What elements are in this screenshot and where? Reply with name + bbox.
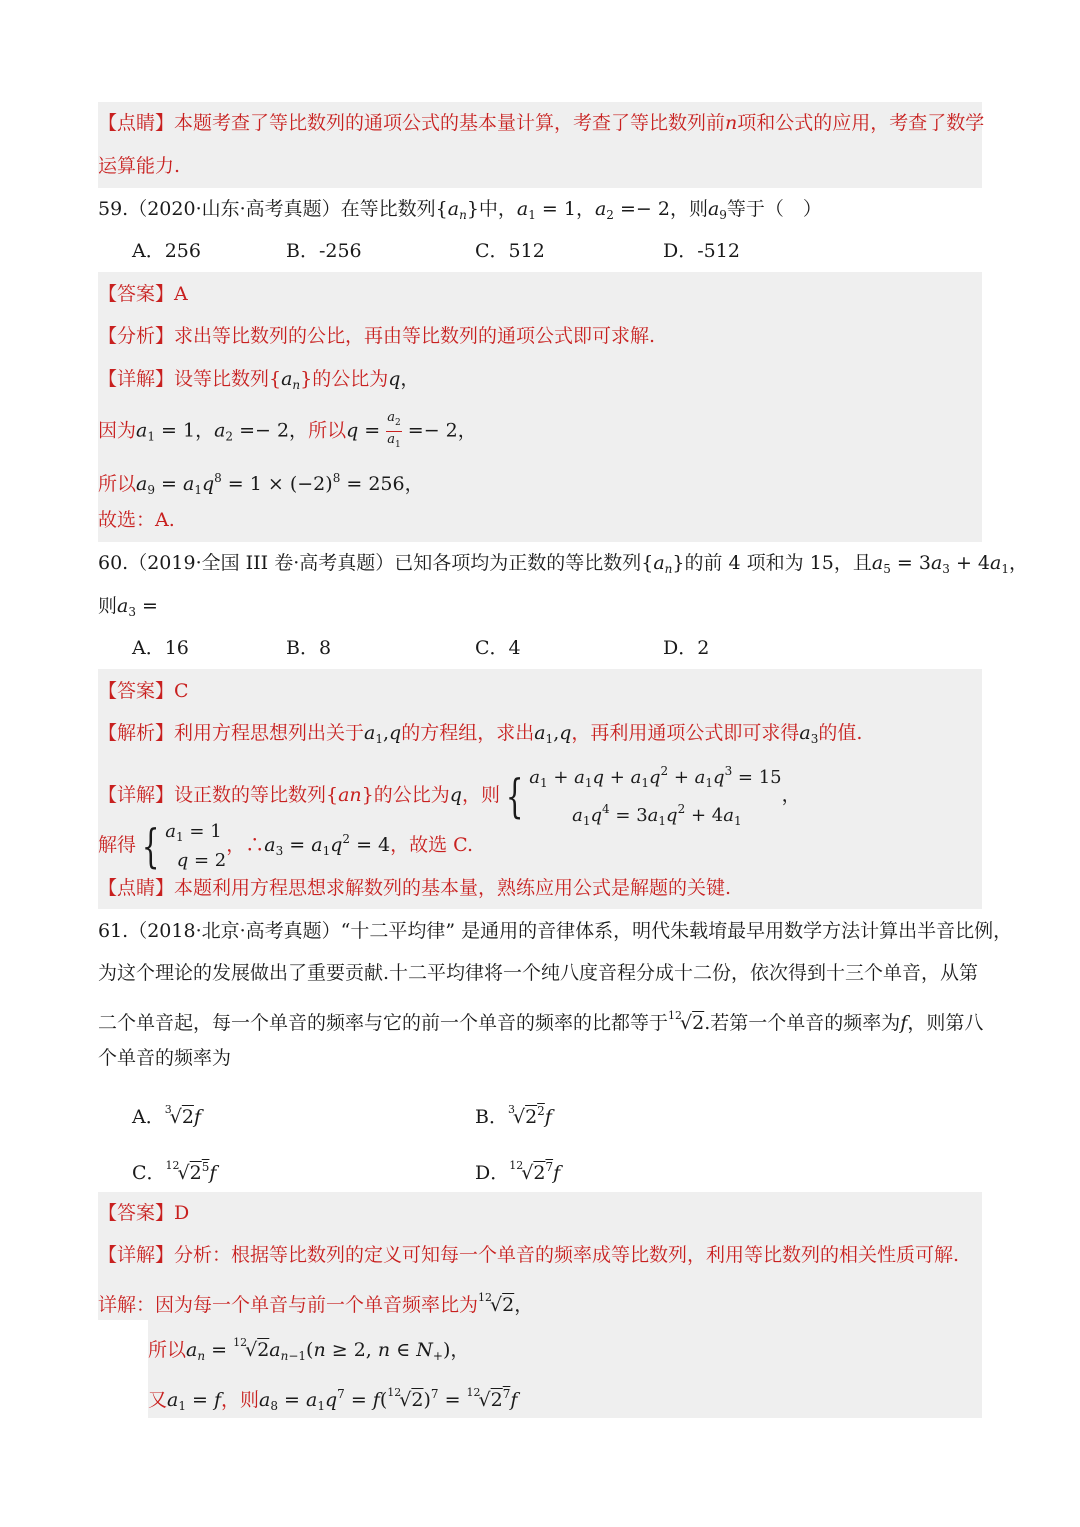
q59-analysis: 【分析】求出等比数列的公比，再由等比数列的通项公式即可求解. xyxy=(98,325,656,347)
q59-step1: 因为$a_1 = 1$，$a_2 =- 2$，所以q = $\frac{a_2}{a_1}$ =− 2， xyxy=(98,410,477,450)
q59-option-b: B．-256 xyxy=(286,240,362,262)
q59-option-a: A．256 xyxy=(132,240,201,262)
q61-option-a: A．$^3$√2f xyxy=(132,1103,201,1128)
question-61-line3: 二个单音起，每一个单音的频率与它的前一个单音的频率的比都等于$^{12}$√2.若第一个单音的频率为f，则第八 xyxy=(98,1009,984,1034)
q59-conclusion: 故选：A. xyxy=(98,509,175,531)
q60-comment: 【点睛】本题利用方程思想求解数列的基本量，熟练应用公式是解题的关键. xyxy=(98,877,732,899)
q59-option-c: C．512 xyxy=(475,240,545,262)
question-60-stem-line2: 则$a_3$ = xyxy=(98,595,158,619)
q60-option-a: A．16 xyxy=(132,637,189,659)
question-59-stem: 59.（2020·山东·高考真题）在等比数列$\{a_n\}$中，$a_1 = 1$，$a_2 =- 2$，则$a_9$等于（ ） xyxy=(98,198,822,222)
question-60-stem-line1: 60.（2019·全国 III 卷·高考真题）已知各项均为正数的等比数列$\{a_n\}$的前 4 项和为 15，且$a_5 = 3a_3 + 4a_1$， xyxy=(98,552,1028,576)
q61-step1: 所以$a_n = ^{12}√2a_{n-1}(n \ge 2$, n ∈ $N_+$)， xyxy=(148,1336,470,1363)
q59-option-d: D．-512 xyxy=(663,240,740,262)
question-61-line4: 个单音的频率为 xyxy=(98,1047,232,1069)
q60-option-c: C．4 xyxy=(475,637,521,659)
q61-option-c: C．$^{12}√2^5f$ xyxy=(132,1159,217,1184)
q60-answer: 【答案】C xyxy=(98,680,189,702)
q61-option-b: B．$^3√2^2f$ xyxy=(475,1103,552,1128)
q60-solution: 【解析】利用方程思想列出关于$a_1,q$的方程组，求出$a_1,q$，再利用通项公式即可求得$a_3$的值. xyxy=(98,722,863,746)
q59-detail: 【详解】设等比数列$\{a_n\}$的公比为q， xyxy=(98,368,420,392)
q59-answer: 【答案】A xyxy=(98,283,188,305)
comment-q58-line1: 【点睛】本题考查了等比数列的通项公式的基本量计算，考查了等比数列前n项和公式的应用，考查了数学 xyxy=(98,112,985,134)
q60-option-d: D．2 xyxy=(663,637,710,659)
comment-q58-line2: 运算能力. xyxy=(98,155,181,177)
q61-answer: 【答案】D xyxy=(98,1202,190,1224)
q61-detail2: 详解：因为每一个单音与前一个单音频率比为$^{12}$√2， xyxy=(98,1291,534,1316)
question-61-line2: 为这个理论的发展做出了重要贡献.十二平均律将一个纯八度音程分成十二份，依次得到十三个单音，从第 xyxy=(98,962,979,984)
q60-detail: 【详解】设正数的等比数列{an}的公比为q，则 { $a_1 + a_1q + a_1q^2 + a_1q^3 = 15$ $a_1q^4 = 3a_1q^2 + 4a_1$ ， xyxy=(98,764,801,828)
q61-step2: 又$a_1 = f$，则$a_8 = a_1q^7 = f(^{12}√2)^7 = ^{12}√2^7f$ xyxy=(148,1386,518,1413)
q59-step2: 所以$a_9 = a_1q^8 = 1 \times (-2)^8 = 256$， xyxy=(98,471,424,497)
question-61-line1: 61.（2018·北京·高考真题）“十二平均律” 是通用的音律体系，明代朱载堉最早用数学方法计算出半音比例， xyxy=(98,920,1013,942)
q61-option-d: D．$^{12}√2^7f$ xyxy=(475,1159,561,1184)
q61-detail1: 【详解】分析：根据等比数列的定义可知每一个单音的频率成等比数列，利用等比数列的相关性质可解. xyxy=(98,1244,960,1266)
q60-solved: 解得 { $a_1 = 1$ q = 2，$\therefore a_3 = a_1q^2 = 4$，故选 C. xyxy=(98,819,474,873)
q60-option-b: B．8 xyxy=(286,637,332,659)
